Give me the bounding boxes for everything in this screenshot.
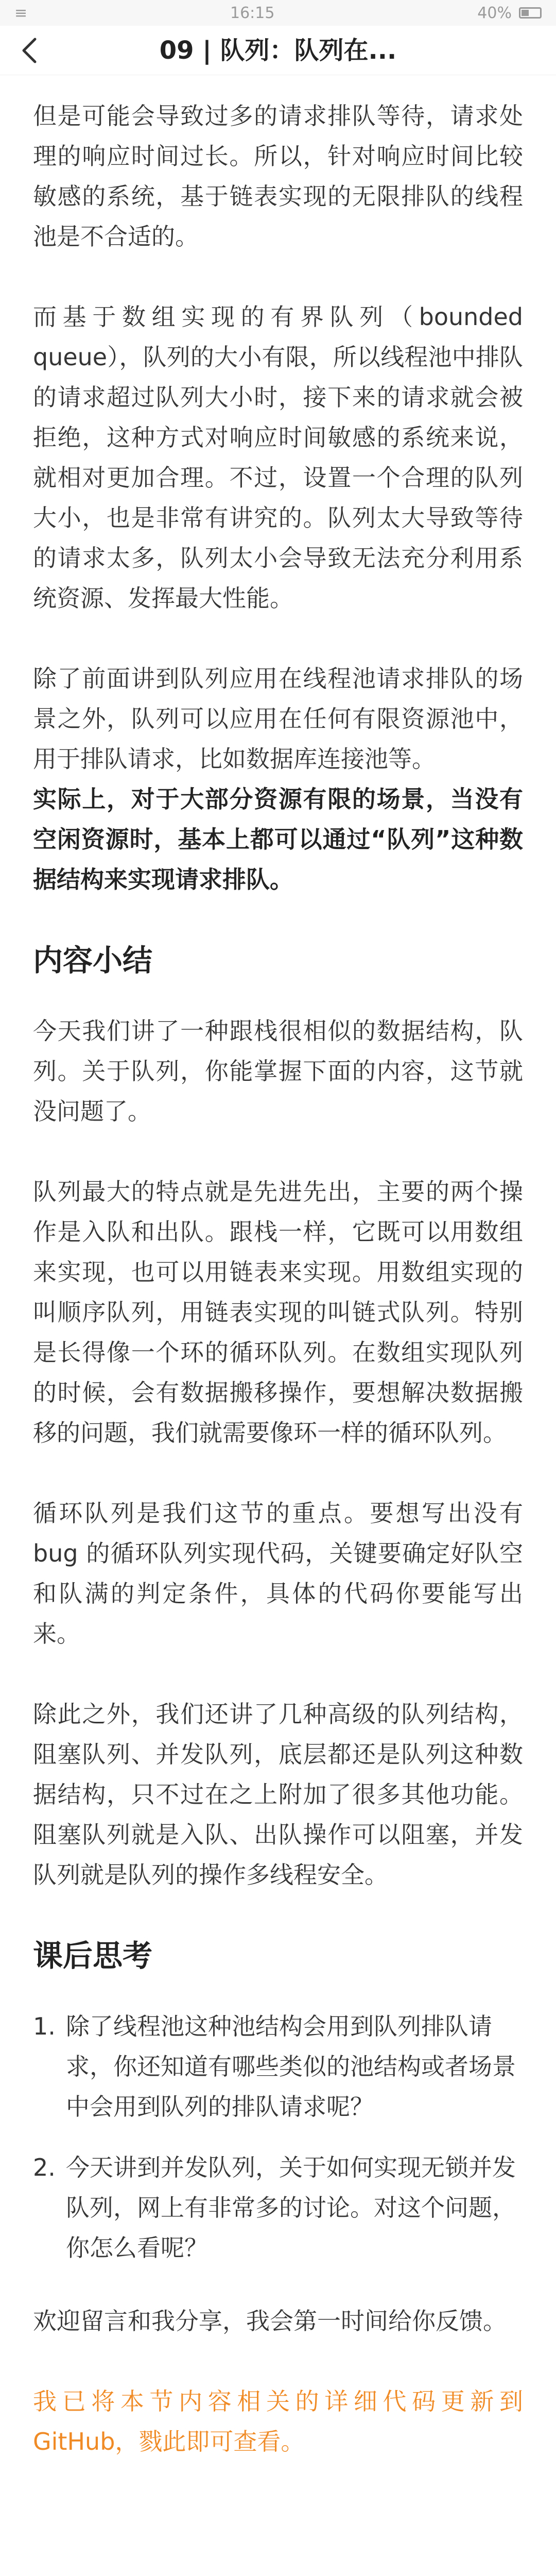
navigation-bar xyxy=(0,26,556,75)
page-title: 09 | 队列：队列在... xyxy=(159,36,397,65)
summary-paragraph: 循环队列是我们这节的重点。要想写出没有 bug 的循环队列实现代码，关键要确定好队空和队满的判定条件，具体的代码你要能写出来。 xyxy=(33,1499,523,1648)
battery-percent: 40% xyxy=(477,4,512,22)
battery-icon xyxy=(519,7,542,19)
back-button[interactable] xyxy=(11,33,46,68)
article-paragraph: 但是可能会导致过多的请求排队等待，请求处理的响应时间过长。所以，针对响应时间比较敏感的系统，基于链表实现的无限排队的线程池是不合适的。 xyxy=(33,102,523,250)
summary-paragraph: 今天我们讲了一种跟栈很相似的数据结构，队列。关于队列，你能掌握下面的内容，这节就没问题了。 xyxy=(33,1017,523,1125)
github-link[interactable]: 我已将本节内容相关的详细代码更新到GitHub，戮此即可查看。 xyxy=(33,2387,523,2455)
list-item-text: 今天讲到并发队列，关于如何实现无锁并发队列，网上有非常多的讨论。对这个问题，你怎么看呢？ xyxy=(66,2154,516,2262)
summary-heading: 内容小结 xyxy=(33,943,153,978)
article-bold-paragraph: 实际上，对于大部分资源有限的场景，当没有空闲资源时，基本上都可以通过“队列”这种数据结构来实现请求排队。 xyxy=(33,785,523,893)
signal-icon: ≡ xyxy=(14,4,28,22)
list-item xyxy=(33,2006,523,2127)
status-time: 16:15 xyxy=(230,4,275,22)
list-item xyxy=(33,2147,523,2268)
list-item-text: 除了线程池这种池结构会用到队列排队请求，你还知道有哪些类似的池结构或者场景中会用到队列的排队请求呢？ xyxy=(66,2012,516,2121)
article-body xyxy=(33,96,523,2482)
homework-list xyxy=(33,2006,523,2268)
summary-paragraph: 除此之外，我们还讲了几种高级的队列结构，阻塞队列、并发队列，底层都还是队列这种数据结构，只不过在之上附加了很多其他功能。阻塞队列就是入队、出队操作可以阻塞，并发队列就是队列的操作多线程安全。 xyxy=(33,1700,523,1889)
summary-paragraph: 队列最大的特点就是先进先出，主要的两个操作是入队和出队。跟栈一样，它既可以用数组来实现，也可以用链表来实现。用数组实现的叫顺序队列，用链表实现的叫链式队列。特别是长得像一个环的循环队列。在数组实现队列的时候，会有数据搬移操作，要想解决数据搬移的问题，我们就需要像环一样的循环队列。 xyxy=(33,1178,523,1447)
article-paragraph: 而基于数组实现的有界队列（bounded queue），队列的大小有限，所以线程池中排队的请求超过队列大小时，接下来的请求就会被拒绝，这种方式对响应时间敏感的系统来说，就相对更加合理。不过，设置一个合理的队列大小，也是非常有讲究的。队列太大导致等待的请求太多，队列太小会导致无法充分利用系统资源、发挥最大性能。 xyxy=(33,303,523,612)
article-paragraph: 除了前面讲到队列应用在线程池请求排队的场景之外，队列可以应用在任何有限资源池中，用于排队请求，比如数据库连接池等。 xyxy=(33,665,523,773)
chevron-left-icon xyxy=(20,37,38,64)
list-item-number: 2. xyxy=(33,2154,56,2181)
closing-paragraph: 欢迎留言和我分享，我会第一时间给你反馈。 xyxy=(33,2307,507,2335)
list-item-number: 1. xyxy=(33,2012,56,2040)
homework-heading: 课后思考 xyxy=(33,1938,153,1973)
status-bar xyxy=(0,0,556,26)
